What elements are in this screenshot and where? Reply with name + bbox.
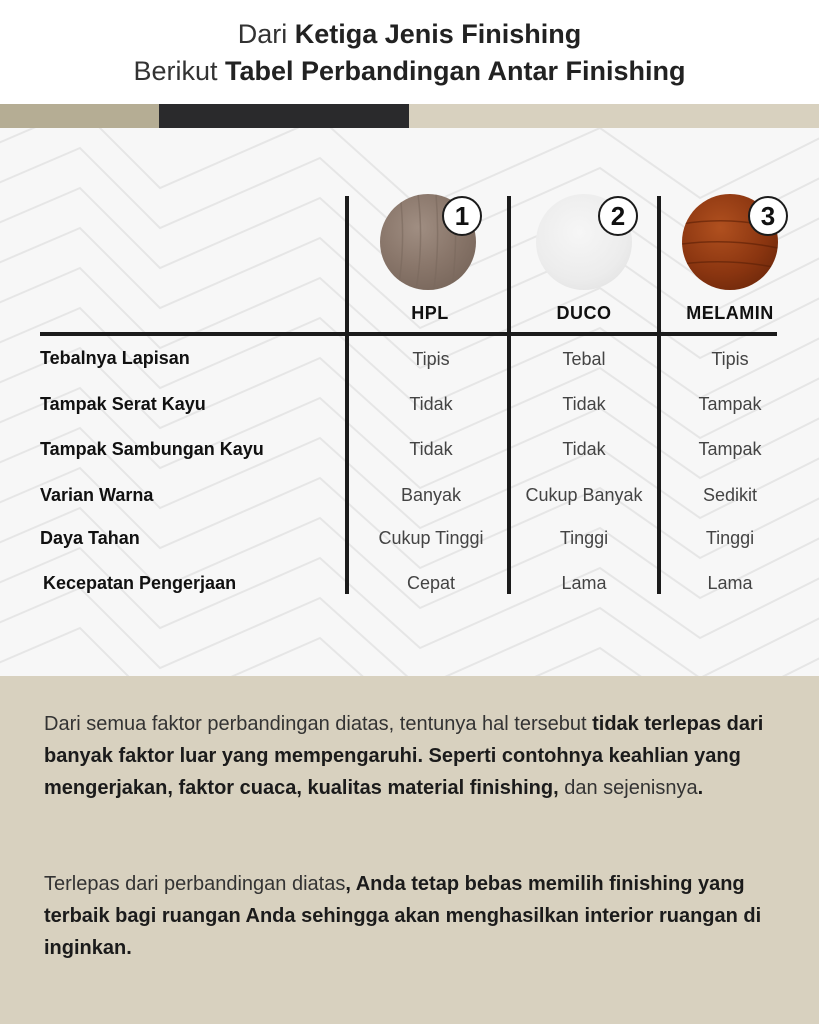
table-cell: Tebal (562, 349, 606, 369)
column-header-melamin: MELAMIN (686, 303, 774, 323)
number-badge-2: 2 (598, 196, 638, 236)
title-line-1 (0, 17, 819, 51)
title-line-2 (0, 54, 819, 88)
row-label-tebalnya-lapisan: Tebalnya Lapisan (40, 348, 190, 368)
number-badge-3: 3 (748, 196, 788, 236)
table-cell: Sedikit (702, 485, 758, 505)
summary-paragraph-1 (44, 708, 784, 804)
paragraph-1-text-a: Dari semua faktor perbandingan diatas, tentunya hal tersebut (44, 713, 593, 735)
header (0, 0, 819, 104)
column-header-duco: DUCO (556, 303, 612, 323)
title-line-2-bold: Tabel Perbandingan Antar Finishing (225, 56, 686, 86)
row-label-kecepatan-pengerjaan: Kecepatan Pengerjaan (43, 573, 237, 593)
table-cell: Tidak (562, 394, 606, 414)
accent-stripe-left (0, 104, 159, 128)
accent-stripe-middle (159, 104, 409, 128)
title-line-1-light: Dari (237, 19, 295, 49)
table-cell: Tampak (698, 394, 762, 414)
column-divider-1 (345, 196, 349, 594)
table-cell: Tidak (409, 394, 453, 414)
paragraph-2-text-a: Terlepas dari perbandingan diatas (44, 873, 346, 895)
column-header-hpl: HPL (411, 303, 449, 323)
table-cell: Tampak (698, 439, 762, 459)
row-label-varian-warna: Varian Warna (40, 485, 154, 505)
table-cell: Tipis (711, 349, 749, 369)
paragraph-1-text-c: dan sejenisnya (558, 777, 698, 799)
row-label-tampak-sambungan-kayu: Tampak Sambungan Kayu (40, 439, 264, 459)
title-line-1-bold: Ketiga Jenis Finishing (294, 19, 582, 49)
row-label-daya-tahan: Daya Tahan (40, 528, 140, 548)
accent-stripe-right (409, 104, 819, 128)
table-cell: Banyak (400, 485, 462, 505)
table-cell: Cukup Tinggi (378, 528, 484, 548)
table-cell: Cepat (406, 573, 456, 593)
table-cell: Tinggi (559, 528, 609, 548)
summary-paragraph-2 (44, 868, 784, 964)
paragraph-2-text-b: , Anda tetap bebas memilih finishing yang terbaik bagi ruangan Anda sehingga akan menghasilkan interior ruangan di inginkan. (44, 873, 762, 959)
number-badge-1: 1 (442, 196, 482, 236)
table-cell: Tinggi (705, 528, 755, 548)
row-label-tampak-serat-kayu: Tampak Serat Kayu (40, 394, 206, 414)
table-cell: Tidak (562, 439, 606, 459)
summary-section (0, 676, 819, 1024)
header-divider (40, 332, 777, 336)
title-line-2-light: Berikut (133, 56, 225, 86)
paragraph-1-text-b: tidak terlepas dari banyak faktor luar yang mempengaruhi. Seperti contohnya keahlian yang mengerjakan, faktor cuaca, kualitas material finishing, (44, 713, 764, 799)
table-cell: Lama (707, 573, 753, 593)
table-cell: Tipis (412, 349, 450, 369)
table-cell: Lama (561, 573, 607, 593)
paragraph-1-text-d: . (697, 777, 704, 799)
table-cell: Tidak (409, 439, 453, 459)
comparison-table (0, 128, 819, 676)
table-cell: Cukup Banyak (525, 485, 643, 505)
